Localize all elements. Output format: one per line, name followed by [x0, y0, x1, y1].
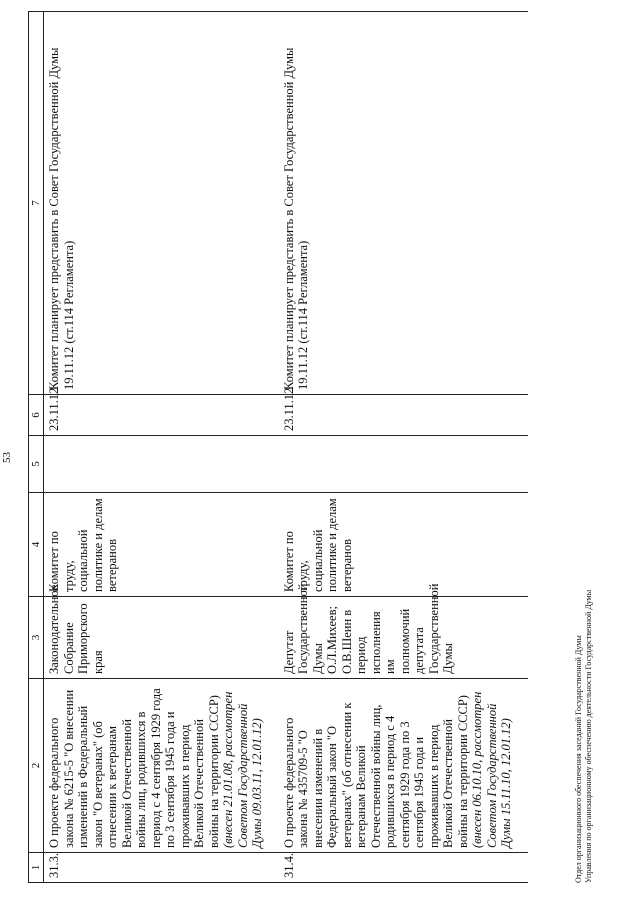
bill-note: (внесен 06.10.10, рассмотрен Советом Государственной Думы 15.11.10, 12.01.12) — [470, 691, 513, 848]
column-header: 6 — [29, 395, 44, 436]
bill-title: О проекте федерального закона № 435709-5 "О внесении изменений в Федеральный закон "О ветеранах" (об отнесении к ветеранам Великой Отечественной войны лиц, родившихся в период с 4 сентября 1929 года по 3 сентября 1945 года и проживавших в период Великой Отечественной войны на территории СССР) — [281, 695, 470, 848]
column-5-cell — [44, 436, 279, 493]
bill-note: (внесен 21.01.08, рассмотрен Советом Государственной Думы 09.03.11, 12.01.12) — [221, 691, 264, 848]
column-5-cell — [279, 436, 528, 493]
column-header: 3 — [29, 597, 44, 679]
footer-line: Отдел организационного обеспечения заседаний Государственной Думы — [574, 635, 583, 883]
column-header: 1 — [29, 853, 44, 883]
plan: Комитет планирует представить в Совет Государственной Думы 19.11.12 (ст.114 Регламента) — [279, 12, 528, 395]
bill-cell — [44, 679, 279, 853]
plan: Комитет планирует представить в Совет Государственной Думы 19.11.12 (ст.114 Регламента) — [44, 12, 279, 395]
initiator: Депутат Государственной Думы О.Л.Михеев; О.В.Шеин в период исполнения им полномочий депутата Государственной Думы — [279, 597, 528, 679]
column-header: 2 — [29, 679, 44, 853]
date: 23.11.12 — [44, 395, 279, 436]
row-number: 31.3. — [44, 853, 279, 883]
table-row — [44, 12, 279, 883]
row-number: 31.4. — [279, 853, 528, 883]
agenda-table — [28, 11, 528, 883]
footer — [574, 590, 594, 883]
table-header-row — [29, 12, 44, 883]
table-row — [279, 12, 528, 883]
date: 23.11.12 — [279, 395, 528, 436]
column-header: 5 — [29, 436, 44, 493]
column-header: 7 — [29, 12, 44, 395]
initiator: Законодательное Собрание Приморского края — [44, 597, 279, 679]
bill-cell — [279, 679, 528, 853]
footer-line: Управления по организационному обеспечению деятельности Государственной Думы — [584, 589, 593, 883]
bill-title: О проекте федерального закона № 6215-5 "О внесении изменений в Федеральный закон "О ветеранах" (об отнесении к ветеранам Великой Отечественной войны лиц, родившихся в период с 4 сентября 1929 года по 3 сентября 1945 года и проживавших в период Великой Отечественной войны на территории СССР) — [47, 688, 221, 848]
page-number: 53 — [1, 452, 13, 463]
committee: Комитет по труду, социальной политике и делам ветеранов — [279, 493, 528, 597]
committee: Комитет по труду, социальной политике и делам ветеранов — [44, 493, 279, 597]
column-header: 4 — [29, 493, 44, 597]
rotated-page — [1, 12, 623, 883]
